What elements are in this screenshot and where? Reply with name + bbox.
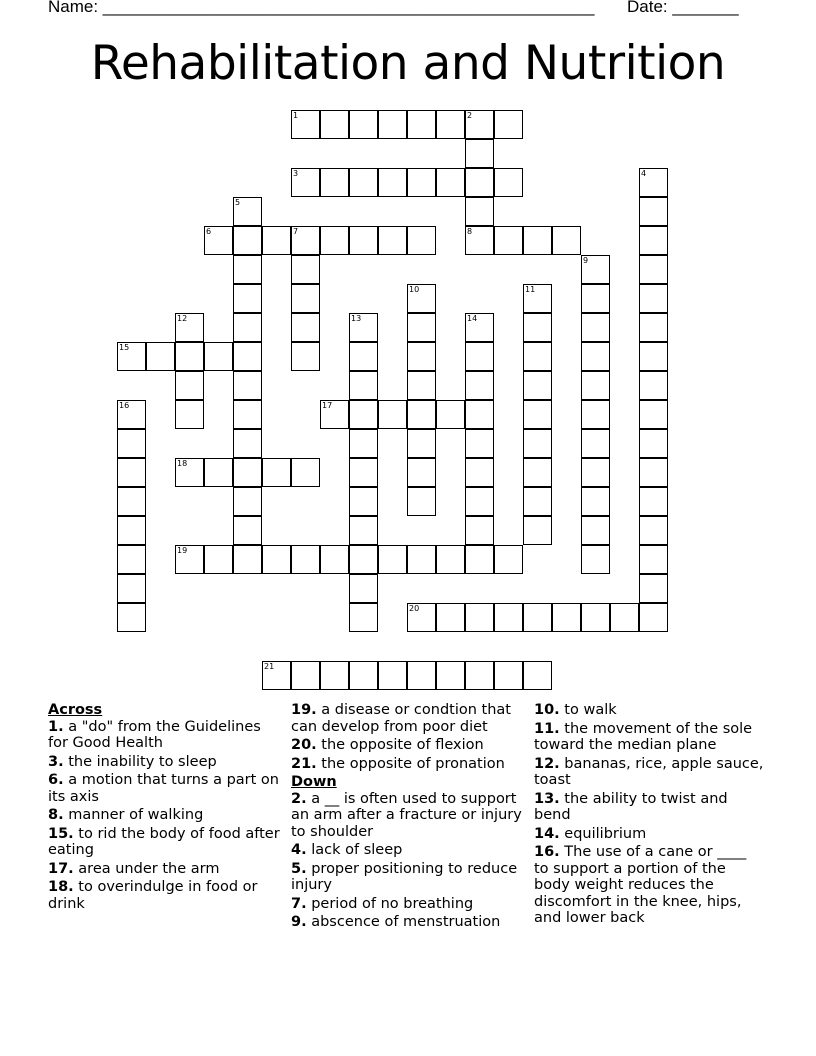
grid-cell[interactable] — [639, 603, 668, 632]
cell-number: 14 — [467, 314, 478, 323]
grid-cell[interactable] — [117, 487, 146, 516]
grid-cell[interactable] — [465, 545, 494, 574]
grid-cell[interactable] — [349, 313, 378, 342]
grid-cell[interactable] — [349, 400, 378, 429]
grid-cell[interactable] — [436, 110, 465, 139]
grid-cell[interactable] — [175, 400, 204, 429]
clue-number: 9. — [291, 914, 307, 930]
grid-cell[interactable] — [378, 661, 407, 690]
clue-number: 16. — [534, 844, 560, 860]
clue-text: the inability to sleep — [68, 753, 217, 770]
grid-cell[interactable] — [436, 603, 465, 632]
grid-cell[interactable] — [349, 574, 378, 603]
cell-number: 11 — [525, 285, 536, 294]
grid-cell[interactable] — [436, 168, 465, 197]
cell-number: 19 — [177, 546, 188, 555]
grid-cell[interactable] — [349, 487, 378, 516]
cell-number: 5 — [235, 198, 241, 207]
clue-text: period of no breathing — [311, 895, 474, 912]
clue-text: The use of a cane or ____ to support a portion of the body weight reduces the discomfort in the knee, hips, and lower back — [534, 844, 747, 926]
grid-cell[interactable] — [523, 603, 552, 632]
grid-cell[interactable] — [407, 226, 436, 255]
grid-cell[interactable] — [639, 574, 668, 603]
grid-cell[interactable] — [117, 603, 146, 632]
clue-text: the movement of the sole toward the median plane — [534, 720, 753, 753]
grid-cell[interactable] — [494, 226, 523, 255]
clue-text: a "do" from the Guidelines for Good Health — [48, 718, 261, 751]
cell-number: 2 — [467, 111, 473, 120]
grid-cell[interactable] — [175, 342, 204, 371]
grid-cell[interactable] — [349, 603, 378, 632]
clue-across-1 — [48, 719, 283, 752]
cell-number: 9 — [583, 256, 589, 265]
grid-cell[interactable] — [175, 458, 204, 487]
clue-text: a disease or condtion that can develop from poor diet — [291, 702, 511, 735]
grid-cell[interactable] — [233, 545, 262, 574]
clue-number: 3. — [48, 753, 64, 770]
grid-cell[interactable] — [378, 545, 407, 574]
grid-cell[interactable] — [291, 313, 320, 342]
clue-number: 14. — [534, 825, 560, 842]
clue-down-9 — [291, 914, 526, 931]
grid-cell[interactable] — [523, 429, 552, 458]
page-title: Rehabilitation and Nutrition — [90, 36, 726, 91]
clue-across-15 — [48, 826, 283, 859]
clue-number: 8. — [48, 807, 64, 823]
clue-down-11 — [534, 721, 764, 754]
grid-cell[interactable] — [523, 516, 552, 545]
grid-cell[interactable] — [320, 110, 349, 139]
clue-number: 11. — [534, 720, 560, 737]
clue-down-14 — [534, 826, 764, 843]
grid-cell[interactable] — [117, 574, 146, 603]
date-field[interactable]: Date: _______ — [627, 0, 739, 16]
grid-cell[interactable] — [117, 458, 146, 487]
grid-cell[interactable] — [639, 545, 668, 574]
grid-cell[interactable] — [233, 197, 262, 226]
clue-across-8 — [48, 807, 283, 824]
grid-cell[interactable] — [581, 313, 610, 342]
grid-cell[interactable] — [581, 603, 610, 632]
grid-cell[interactable] — [320, 545, 349, 574]
grid-cell[interactable] — [349, 545, 378, 574]
grid-cell[interactable] — [407, 487, 436, 516]
grid-cell[interactable] — [465, 197, 494, 226]
grid-cell[interactable] — [204, 545, 233, 574]
grid-cell[interactable] — [552, 226, 581, 255]
grid-cell[interactable] — [465, 226, 494, 255]
clue-text: the ability to twist and bend — [534, 790, 728, 823]
grid-cell[interactable] — [378, 400, 407, 429]
clue-down-12 — [534, 756, 764, 789]
grid-cell[interactable] — [117, 400, 146, 429]
grid-cell[interactable] — [465, 458, 494, 487]
grid-cell[interactable] — [465, 342, 494, 371]
grid-cell[interactable] — [233, 342, 262, 371]
grid-cell[interactable] — [407, 458, 436, 487]
grid-cell[interactable] — [639, 226, 668, 255]
clue-text: abscence of menstruation — [311, 914, 501, 930]
clue-text: area under the arm — [78, 860, 220, 877]
clue-number: 20. — [291, 737, 317, 753]
cell-number: 6 — [206, 227, 212, 236]
grid-cell[interactable] — [581, 400, 610, 429]
grid-cell[interactable] — [581, 516, 610, 545]
grid-cell[interactable] — [494, 603, 523, 632]
grid-cell[interactable] — [581, 371, 610, 400]
grid-cell[interactable] — [407, 313, 436, 342]
grid-cell[interactable] — [204, 342, 233, 371]
clue-number: 5. — [291, 860, 307, 877]
grid-cell[interactable] — [291, 661, 320, 690]
grid-cell[interactable] — [436, 661, 465, 690]
clue-down-5 — [291, 861, 526, 894]
grid-cell[interactable] — [552, 603, 581, 632]
clue-text: to walk — [564, 702, 617, 718]
grid-cell[interactable] — [523, 458, 552, 487]
grid-cell[interactable] — [639, 313, 668, 342]
grid-cell[interactable] — [494, 168, 523, 197]
grid-cell[interactable] — [349, 342, 378, 371]
clue-number: 1. — [48, 718, 64, 735]
grid-cell[interactable] — [581, 487, 610, 516]
clue-number: 4. — [291, 842, 307, 858]
grid-cell[interactable] — [523, 487, 552, 516]
clue-number: 15. — [48, 825, 74, 842]
grid-cell[interactable] — [233, 226, 262, 255]
clue-number: 13. — [534, 790, 560, 807]
grid-cell[interactable] — [436, 545, 465, 574]
grid-cell[interactable] — [639, 284, 668, 313]
clues-column-2 — [291, 702, 526, 933]
clue-down-16 — [534, 844, 764, 927]
grid-cell[interactable] — [291, 255, 320, 284]
grid-cell[interactable] — [291, 168, 320, 197]
clue-text: proper positioning to reduce injury — [291, 860, 518, 893]
grid-cell[interactable] — [581, 284, 610, 313]
grid-cell[interactable] — [465, 371, 494, 400]
grid-cell[interactable] — [610, 603, 639, 632]
clue-number: 18. — [48, 879, 74, 895]
grid-cell[interactable] — [378, 110, 407, 139]
grid-cell[interactable] — [581, 545, 610, 574]
grid-cell[interactable] — [407, 168, 436, 197]
grid-cell[interactable] — [494, 661, 523, 690]
grid-cell[interactable] — [407, 342, 436, 371]
clue-number: 6. — [48, 772, 64, 788]
grid-cell[interactable] — [320, 168, 349, 197]
grid-cell[interactable] — [494, 545, 523, 574]
clue-text: to overindulge in food or drink — [48, 879, 258, 912]
grid-cell[interactable] — [320, 226, 349, 255]
cell-number: 8 — [467, 227, 473, 236]
grid-cell[interactable] — [407, 284, 436, 313]
grid-cell[interactable] — [465, 313, 494, 342]
grid-cell[interactable] — [378, 168, 407, 197]
grid-cell[interactable] — [523, 284, 552, 313]
clue-text: to rid the body of food after eating — [48, 825, 280, 858]
cell-number: 4 — [641, 169, 647, 178]
grid-cell[interactable] — [291, 284, 320, 313]
clue-text: bananas, rice, apple sauce, toast — [534, 755, 764, 788]
grid-cell[interactable] — [291, 458, 320, 487]
grid-cell[interactable] — [117, 342, 146, 371]
clue-down-4 — [291, 842, 526, 859]
grid-cell[interactable] — [320, 661, 349, 690]
grid-cell[interactable] — [320, 400, 349, 429]
cell-number: 13 — [351, 314, 362, 323]
grid-cell[interactable] — [233, 371, 262, 400]
cell-number: 18 — [177, 459, 188, 468]
clue-across-21 — [291, 756, 526, 773]
grid-cell[interactable] — [581, 255, 610, 284]
grid-cell[interactable] — [291, 545, 320, 574]
cell-number: 1 — [293, 111, 299, 120]
clue-text: the opposite of flexion — [321, 737, 484, 753]
clue-down-7 — [291, 896, 526, 913]
grid-cell[interactable] — [233, 516, 262, 545]
cell-number: 15 — [119, 343, 130, 352]
grid-cell[interactable] — [233, 487, 262, 516]
grid-cell[interactable] — [523, 371, 552, 400]
grid-cell[interactable] — [639, 400, 668, 429]
grid-cell[interactable] — [262, 458, 291, 487]
grid-cell[interactable] — [349, 429, 378, 458]
cell-number: 21 — [264, 662, 275, 671]
grid-cell[interactable] — [465, 429, 494, 458]
cell-number: 16 — [119, 401, 130, 410]
grid-cell[interactable] — [378, 226, 407, 255]
grid-cell[interactable] — [639, 458, 668, 487]
grid-cell[interactable] — [233, 313, 262, 342]
grid-cell[interactable] — [494, 110, 523, 139]
grid-cell[interactable] — [291, 342, 320, 371]
grid-cell[interactable] — [349, 661, 378, 690]
clue-text: a motion that turns a part on its axis — [48, 772, 279, 805]
cell-number: 17 — [322, 401, 333, 410]
clue-number: 21. — [291, 755, 317, 772]
grid-cell[interactable] — [407, 429, 436, 458]
grid-cell[interactable] — [349, 516, 378, 545]
grid-cell[interactable] — [523, 342, 552, 371]
grid-cell[interactable] — [407, 400, 436, 429]
grid-cell[interactable] — [291, 110, 320, 139]
clue-across-20 — [291, 737, 526, 754]
grid-cell[interactable] — [581, 342, 610, 371]
grid-cell[interactable] — [262, 661, 291, 690]
grid-cell[interactable] — [233, 458, 262, 487]
grid-cell[interactable] — [117, 545, 146, 574]
clue-text: a __ is often used to support an arm after a fracture or injury to shoulder — [291, 790, 522, 840]
grid-cell[interactable] — [523, 661, 552, 690]
clue-text: lack of sleep — [311, 842, 403, 858]
clue-down-13 — [534, 791, 764, 824]
grid-cell[interactable] — [639, 371, 668, 400]
clue-text: manner of walking — [68, 807, 204, 823]
grid-cell[interactable] — [349, 110, 378, 139]
clue-down-2 — [291, 791, 526, 841]
clue-text: equilibrium — [564, 825, 647, 842]
grid-cell[interactable] — [407, 371, 436, 400]
cell-number: 3 — [293, 169, 299, 178]
grid-cell[interactable] — [639, 168, 668, 197]
grid-cell[interactable] — [465, 603, 494, 632]
grid-cell[interactable] — [436, 400, 465, 429]
clues-column-1 — [48, 702, 283, 914]
grid-cell[interactable] — [117, 429, 146, 458]
grid-cell[interactable] — [262, 226, 291, 255]
grid-cell[interactable] — [204, 226, 233, 255]
clue-down-10 — [534, 702, 764, 719]
grid-cell[interactable] — [465, 168, 494, 197]
grid-cell[interactable] — [233, 429, 262, 458]
clue-across-18 — [48, 879, 283, 912]
grid-cell[interactable] — [465, 487, 494, 516]
grid-cell[interactable] — [146, 342, 175, 371]
grid-cell[interactable] — [465, 516, 494, 545]
clue-across-19 — [291, 702, 526, 735]
grid-cell[interactable] — [639, 197, 668, 226]
grid-cell[interactable] — [407, 545, 436, 574]
clue-number: 10. — [534, 702, 560, 718]
grid-cell[interactable] — [465, 400, 494, 429]
grid-cell[interactable] — [523, 226, 552, 255]
grid-cell[interactable] — [349, 226, 378, 255]
down-heading: Down — [291, 774, 337, 790]
grid-cell[interactable] — [639, 342, 668, 371]
cell-number: 12 — [177, 314, 188, 323]
grid-cell[interactable] — [407, 110, 436, 139]
grid-cell[interactable] — [291, 226, 320, 255]
grid-cell[interactable] — [233, 284, 262, 313]
across-heading: Across — [48, 702, 103, 718]
grid-cell[interactable] — [117, 516, 146, 545]
name-field[interactable]: Name: ____________________________________________________ — [48, 0, 595, 16]
clue-across-6 — [48, 772, 283, 805]
grid-cell[interactable] — [233, 400, 262, 429]
grid-cell[interactable] — [349, 371, 378, 400]
clue-number: 12. — [534, 755, 560, 772]
grid-cell[interactable] — [639, 516, 668, 545]
clue-across-3 — [48, 754, 283, 771]
clue-number: 19. — [291, 702, 317, 718]
clue-text: the opposite of pronation — [321, 755, 505, 772]
grid-cell[interactable] — [523, 400, 552, 429]
grid-cell[interactable] — [349, 458, 378, 487]
grid-cell[interactable] — [175, 313, 204, 342]
grid-cell[interactable] — [175, 545, 204, 574]
grid-cell[interactable] — [465, 139, 494, 168]
grid-cell[interactable] — [581, 429, 610, 458]
grid-cell[interactable] — [639, 429, 668, 458]
grid-cell[interactable] — [204, 458, 233, 487]
clue-number: 7. — [291, 895, 307, 912]
grid-cell[interactable] — [581, 458, 610, 487]
cell-number: 20 — [409, 604, 420, 613]
clue-across-17 — [48, 861, 283, 878]
grid-cell[interactable] — [349, 168, 378, 197]
grid-cell[interactable] — [465, 110, 494, 139]
cell-number: 7 — [293, 227, 299, 236]
grid-cell[interactable] — [465, 661, 494, 690]
cell-number: 10 — [409, 285, 420, 294]
grid-cell[interactable] — [407, 603, 436, 632]
clues-column-3 — [534, 702, 764, 929]
clue-number: 17. — [48, 860, 74, 877]
grid-cell[interactable] — [407, 661, 436, 690]
grid-cell[interactable] — [639, 255, 668, 284]
clue-number: 2. — [291, 790, 307, 807]
grid-cell[interactable] — [523, 313, 552, 342]
grid-cell[interactable] — [233, 255, 262, 284]
grid-cell[interactable] — [175, 371, 204, 400]
grid-cell[interactable] — [639, 487, 668, 516]
grid-cell[interactable] — [262, 545, 291, 574]
